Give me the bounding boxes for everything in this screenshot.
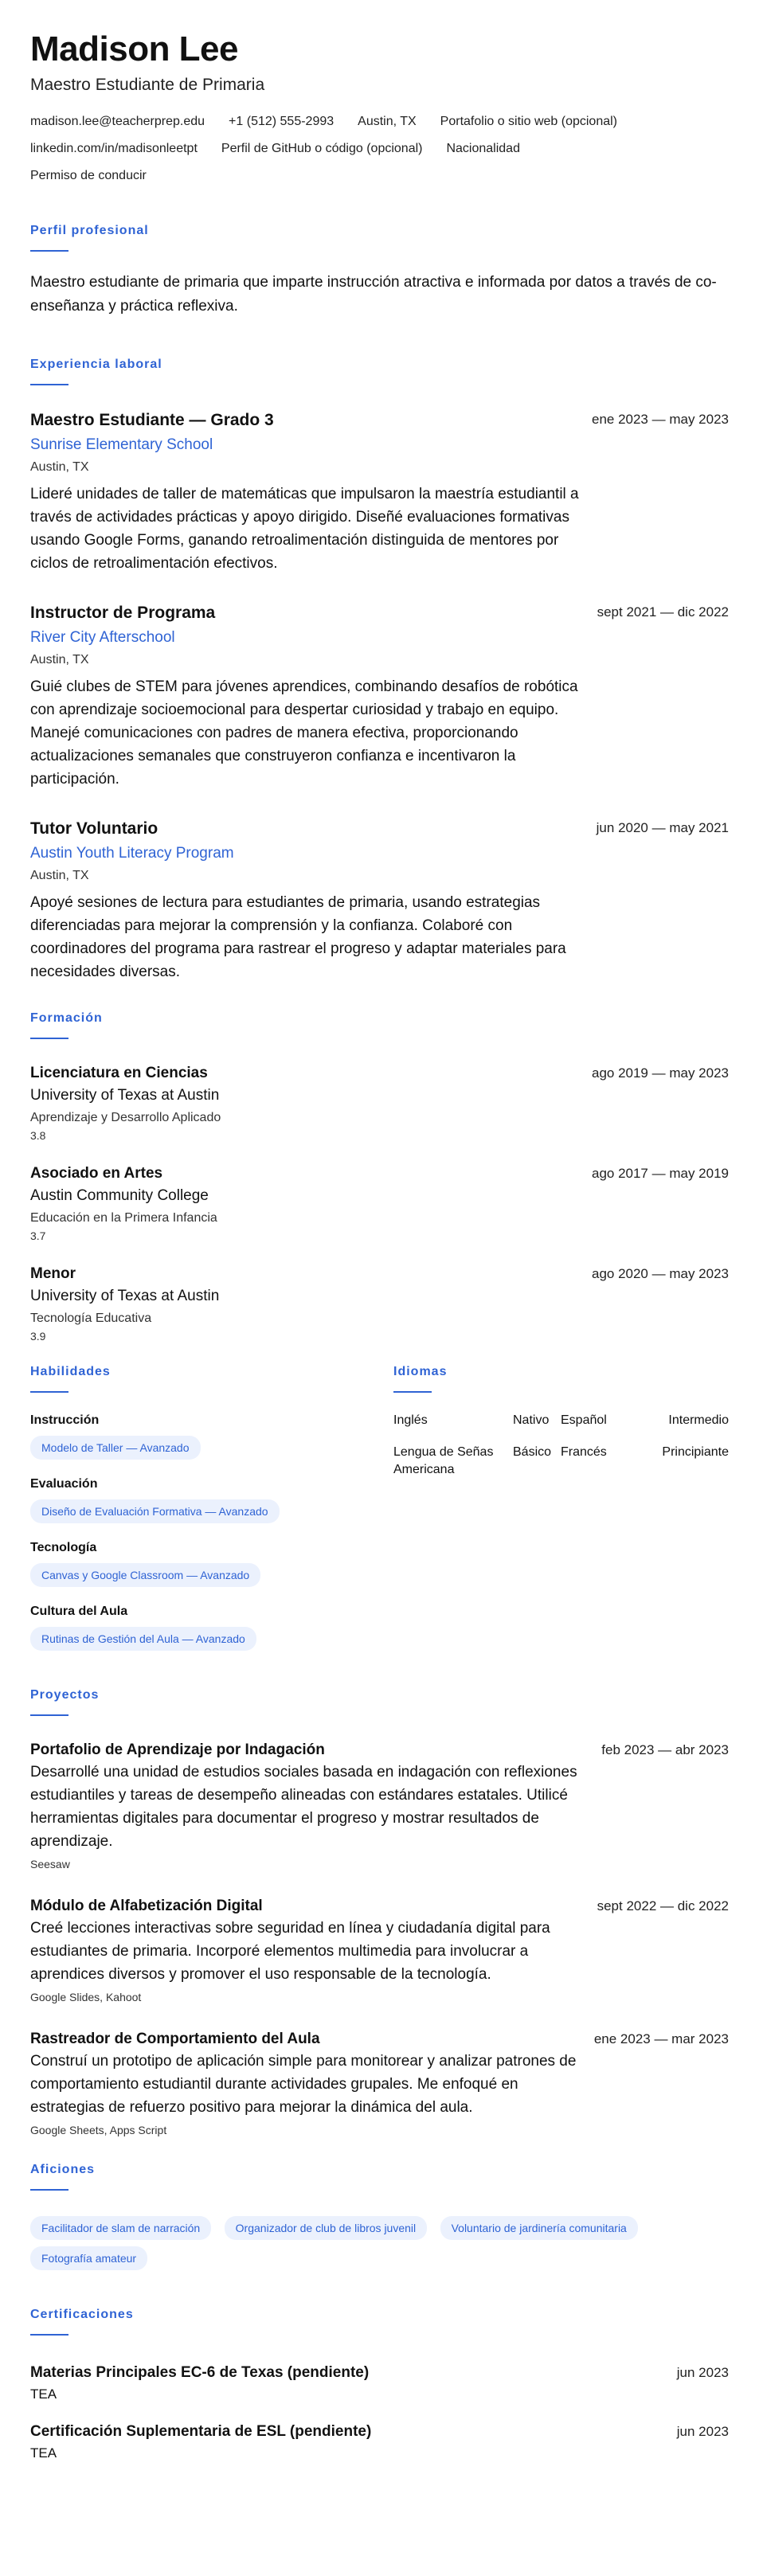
gpa: 3.8 <box>30 1129 46 1142</box>
project-item <box>30 1896 729 2005</box>
section-heading: Certificaciones <box>30 2308 134 2321</box>
skill-chip: Rutinas de Gestión del Aula — Avanzado <box>30 1627 256 1651</box>
certification-title: Materias Principales EC-6 de Texas (pendiente) <box>30 2364 370 2381</box>
skill-group <box>30 1603 393 1651</box>
hobby-chip: Voluntario de jardinería comunitaria <box>440 2216 638 2240</box>
company-name: River City Afterschool <box>30 629 175 646</box>
experience-section <box>30 357 729 983</box>
project-title: Portafolio de Aprendizaje por Indagación <box>30 1741 325 1758</box>
field-of-study: Educación en la Primera Infancia <box>30 1211 217 1225</box>
education-date: ago 2017 — may 2019 <box>591 1166 729 1181</box>
project-item <box>30 2029 729 2138</box>
contact-phone[interactable]: +1 (512) 555-2993 <box>229 115 335 128</box>
job-date: sept 2021 — dic 2022 <box>597 604 729 620</box>
profile-summary: Maestro estudiante de primaria que imparte instrucción atractiva e informada por datos a través de co-enseñanza y práctica reflexiva. <box>30 274 717 315</box>
project-tools: Seesaw <box>30 1858 70 1870</box>
candidate-title: Maestro Estudiante de Primaria <box>30 76 265 94</box>
contact-linkedin[interactable]: linkedin.com/in/madisonleetpt <box>30 142 198 155</box>
contact-portfolio[interactable]: Portafolio o sitio web (opcional) <box>440 115 618 128</box>
education-date: ago 2020 — may 2023 <box>591 1266 729 1281</box>
skill-group <box>30 1539 393 1587</box>
candidate-name: Madison Lee <box>30 29 238 68</box>
degree-name: Menor <box>30 1265 76 1282</box>
language-name: Francés <box>561 1445 607 1459</box>
job-date: ene 2023 — may 2023 <box>591 412 729 427</box>
skill-chip: Diseño de Evaluación Formativa — Avanzado <box>30 1499 280 1523</box>
contact-location: Austin, TX <box>358 115 417 128</box>
gpa: 3.9 <box>30 1330 46 1343</box>
section-heading: Idiomas <box>393 1365 448 1378</box>
experience-item <box>30 409 729 575</box>
contact-github[interactable]: Perfil de GitHub o código (opcional) <box>221 142 423 155</box>
project-description: Construí un prototipo de aplicación simple para monitorear y analizar patrones de comportamiento estudiantil durante actividades grupales. Me enfoqué en estrategias de refuerzo positivo para mejorar la dinámica del aula. <box>30 2053 577 2116</box>
certification-issuer: TEA <box>30 2445 57 2461</box>
school-name: University of Texas at Austin <box>30 1087 220 1104</box>
job-location: Austin, TX <box>30 460 89 474</box>
experience-item <box>30 818 729 983</box>
section-heading: Experiencia laboral <box>30 358 162 371</box>
skill-category: Instrucción <box>30 1413 100 1427</box>
company-name: Austin Youth Literacy Program <box>30 845 234 862</box>
experience-item <box>30 602 729 791</box>
school-name: Austin Community College <box>30 1187 209 1204</box>
degree-name: Asociado en Artes <box>30 1165 163 1182</box>
job-description: Apoyé sesiones de lectura para estudiantes de primaria, usando estrategias diferenciadas para mejorar la comprensión y la confianza. Colaboré con coordinadores del programa para rastrear el progreso y adaptar materiales para necesidades diversas. <box>30 894 566 980</box>
school-name: University of Texas at Austin <box>30 1288 220 1304</box>
project-description: Desarrollé una unidad de estudios sociales basada en indagación con reflexiones estudiantiles y tareas de desempeño alineadas con estándares estatales. Utilicé herramientas digitales para documentar el progreso y mostrar resultados de aprendizaje. <box>30 1764 577 1850</box>
certification-date: jun 2023 <box>676 2424 729 2439</box>
skill-group <box>30 1476 393 1523</box>
language-level: Principiante <box>662 1445 729 1459</box>
section-heading: Perfil profesional <box>30 224 149 237</box>
section-heading: Habilidades <box>30 1365 111 1378</box>
project-date: feb 2023 — abr 2023 <box>601 1742 729 1757</box>
skill-category: Evaluación <box>30 1477 98 1491</box>
education-item <box>30 1163 729 1243</box>
skill-group <box>30 1412 393 1460</box>
projects-section <box>30 1687 729 2138</box>
certification-date: jun 2023 <box>676 2365 729 2380</box>
language-level: Nativo <box>513 1413 550 1427</box>
project-tools: Google Slides, Kahoot <box>30 1991 142 2003</box>
field-of-study: Aprendizaje y Desarrollo Aplicado <box>30 1111 221 1124</box>
certifications-section <box>30 2307 729 2463</box>
certification-item <box>30 2363 729 2404</box>
section-heading: Formación <box>30 1011 103 1025</box>
languages-section <box>393 1364 729 1651</box>
section-divider <box>30 1714 68 1716</box>
education-date: ago 2019 — may 2023 <box>591 1065 729 1081</box>
skill-category: Cultura del Aula <box>30 1605 128 1618</box>
hobbies-list <box>30 2210 731 2270</box>
job-location: Austin, TX <box>30 869 89 882</box>
skill-chip: Modelo de Taller — Avanzado <box>30 1436 201 1460</box>
project-description: Creé lecciones interactivas sobre seguridad en línea y ciudadanía digital para estudiantes de primaria. Incorporé elementos multimedia para involucrar a aprendices diversos y promover el uso responsable de la tecnología. <box>30 1920 550 1983</box>
gpa: 3.7 <box>30 1229 46 1242</box>
language-name: Lengua de Señas Americana <box>393 1445 494 1476</box>
project-date: sept 2022 — dic 2022 <box>597 1898 729 1913</box>
certification-item <box>30 2422 729 2463</box>
contact-nationality: Nacionalidad <box>446 142 520 155</box>
contact-license: Permiso de conducir <box>30 169 147 182</box>
education-section <box>30 1010 729 1343</box>
profile-section <box>30 223 729 319</box>
section-divider <box>30 250 68 252</box>
section-heading: Proyectos <box>30 1688 100 1702</box>
certification-issuer: TEA <box>30 2386 57 2402</box>
education-item <box>30 1264 729 1343</box>
field-of-study: Tecnología Educativa <box>30 1311 152 1325</box>
contact-info <box>30 113 683 185</box>
contact-email[interactable]: madison.lee@teacherprep.edu <box>30 115 205 128</box>
skills-languages-row <box>30 1364 729 1651</box>
language-name: Inglés <box>393 1413 428 1427</box>
section-divider <box>30 2189 68 2191</box>
hobby-chip: Organizador de club de libros juvenil <box>225 2216 427 2240</box>
section-divider <box>393 1391 432 1393</box>
language-level: Intermedio <box>668 1413 729 1427</box>
job-title: Instructor de Programa <box>30 604 216 622</box>
job-description: Lideré unidades de taller de matemáticas que impulsaron la maestría estudiantil a través de actividades prácticas y apoyo dirigido. Diseñé evaluaciones formativas usando Google Forms, ganando retroalimentación distinguida de mentores por ciclos de retroalimentación efectivos. <box>30 486 579 572</box>
section-divider <box>30 1038 68 1039</box>
hobbies-section <box>30 2162 729 2270</box>
education-item <box>30 1063 729 1143</box>
resume-header <box>30 30 729 185</box>
section-divider <box>30 1391 68 1393</box>
hobby-chip: Facilitador de slam de narración <box>30 2216 211 2240</box>
job-title: Tutor Voluntario <box>30 819 158 838</box>
degree-name: Licenciatura en Ciencias <box>30 1065 208 1081</box>
job-description: Guié clubes de STEM para jóvenes aprendices, combinando desafíos de robótica con aprendizaje socioemocional para despertar curiosidad y trabajo en equipo. Manejé comunicaciones con padres de manera efectiva, proporcionando actualizaciones semanales que construyeron confianza e incentivaron la participación. <box>30 678 578 788</box>
project-date: ene 2023 — mar 2023 <box>593 2031 729 2046</box>
job-location: Austin, TX <box>30 653 89 666</box>
languages-list <box>393 1412 729 1479</box>
section-divider <box>30 384 68 385</box>
project-title: Rastreador de Comportamiento del Aula <box>30 2031 320 2047</box>
skills-section <box>30 1364 393 1651</box>
job-date: jun 2020 — may 2021 <box>596 820 729 835</box>
skill-chip: Canvas y Google Classroom — Avanzado <box>30 1563 260 1587</box>
language-name: Español <box>561 1413 607 1427</box>
language-level: Básico <box>513 1445 552 1459</box>
project-tools: Google Sheets, Apps Script <box>30 2124 167 2136</box>
company-name: Sunrise Elementary School <box>30 436 213 453</box>
section-divider <box>30 2334 68 2336</box>
section-heading: Aficiones <box>30 2163 96 2176</box>
certification-title: Certificación Suplementaria de ESL (pendiente) <box>30 2423 372 2440</box>
job-title: Maestro Estudiante — Grado 3 <box>30 411 274 429</box>
hobby-chip: Fotografía amateur <box>30 2246 147 2270</box>
skill-category: Tecnología <box>30 1541 97 1554</box>
project-title: Módulo de Alfabetización Digital <box>30 1898 263 1914</box>
project-item <box>30 1740 729 1872</box>
